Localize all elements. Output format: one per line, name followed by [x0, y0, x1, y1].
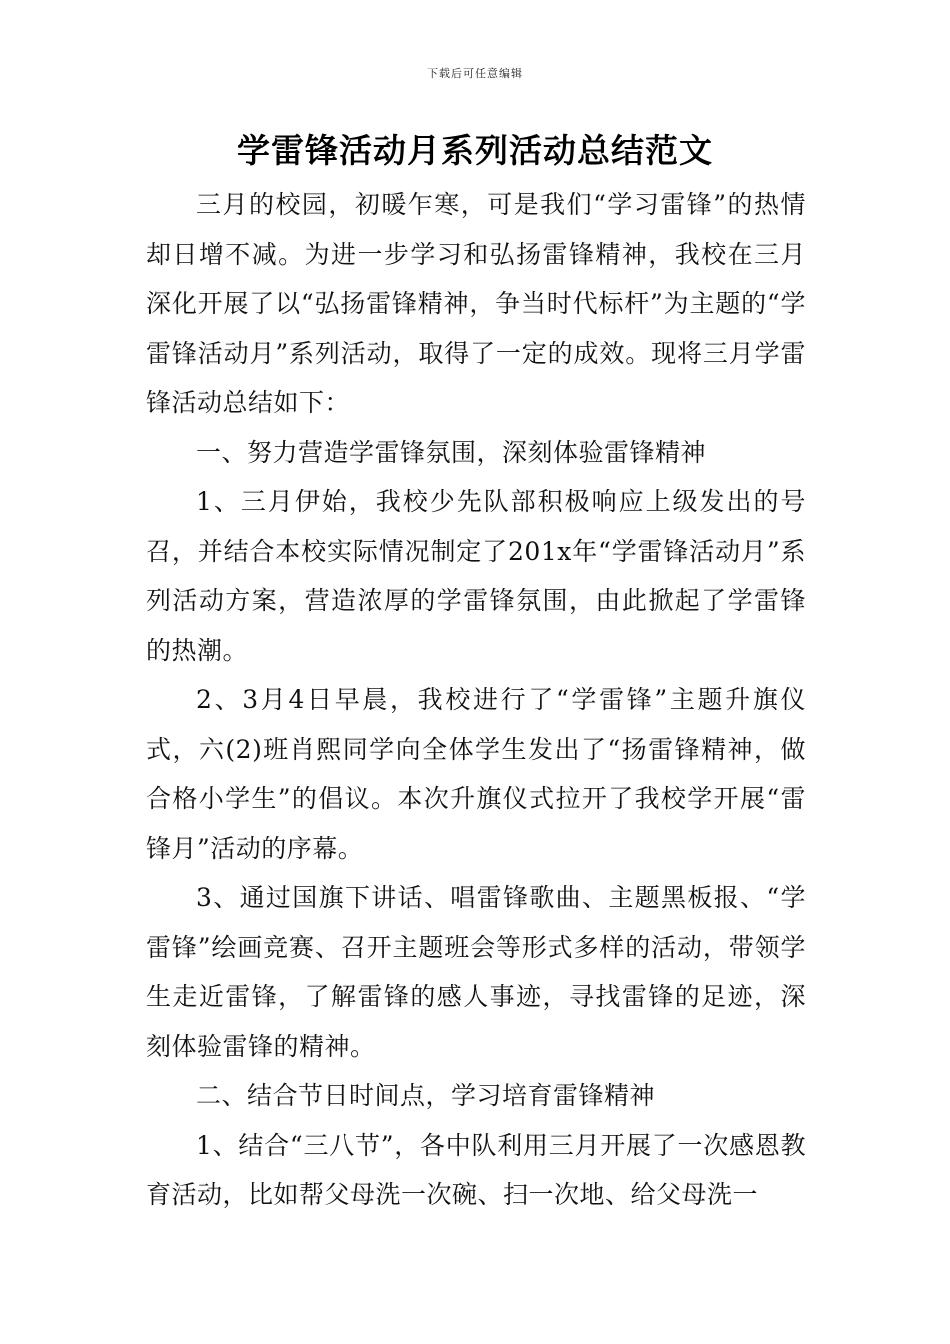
section-heading-1: 一、努力营造学雷锋氛围，深刻体验雷锋精神 — [196, 437, 707, 467]
document-body — [146, 180, 806, 1220]
section-heading-2: 二、结合节日时间点，学习培育雷锋精神 — [196, 1081, 656, 1110]
paragraph-intro: 三月的校园，初暖乍寒，可是我们“学习雷锋”的热情却日增不减。为进一步学习和弘扬雷锋精神，我校在三月深化开展了以“弘扬雷锋精神，争当时代标杆”为主题的“学雷锋活动月”系列活动，取得了一定的成效。现将三月学雷锋活动总结如下： — [146, 190, 806, 417]
paragraph-1-2: 2、3月4日早晨，我校进行了“学雷锋”主题升旗仪式，六(2)班肖熙同学向全体学生发出了“扬雷锋精神，做合格小学生”的倡议。本次升旗仪式拉开了我校学开展“雷锋月”活动的序幕。 — [146, 685, 806, 863]
paragraph-1-1: 1、三月伊始，我校少先队部积极响应上级发出的号召，并结合本校实际情况制定了201x年“学雷锋活动月”系列活动方案，营造浓厚的学雷锋氛围，由此掀起了学雷锋的热潮。 — [146, 487, 806, 665]
header-note: 下载后可任意编辑 — [427, 67, 523, 80]
document-title: 学雷锋活动月系列活动总结范文 — [237, 131, 713, 170]
paragraph-2-1: 1、结合“三八节”，各中队利用三月开展了一次感恩教育活动，比如帮父母洗一次碗、扫一次地、给父母洗一 — [146, 1130, 806, 1209]
paragraph-1-3: 3、通过国旗下讲话、唱雷锋歌曲、主题黑板报、“学雷锋”绘画竞赛、召开主题班会等形式多样的活动，带领学生走近雷锋，了解雷锋的感人事迹，寻找雷锋的足迹，深刻体验雷锋的精神。 — [146, 883, 806, 1061]
